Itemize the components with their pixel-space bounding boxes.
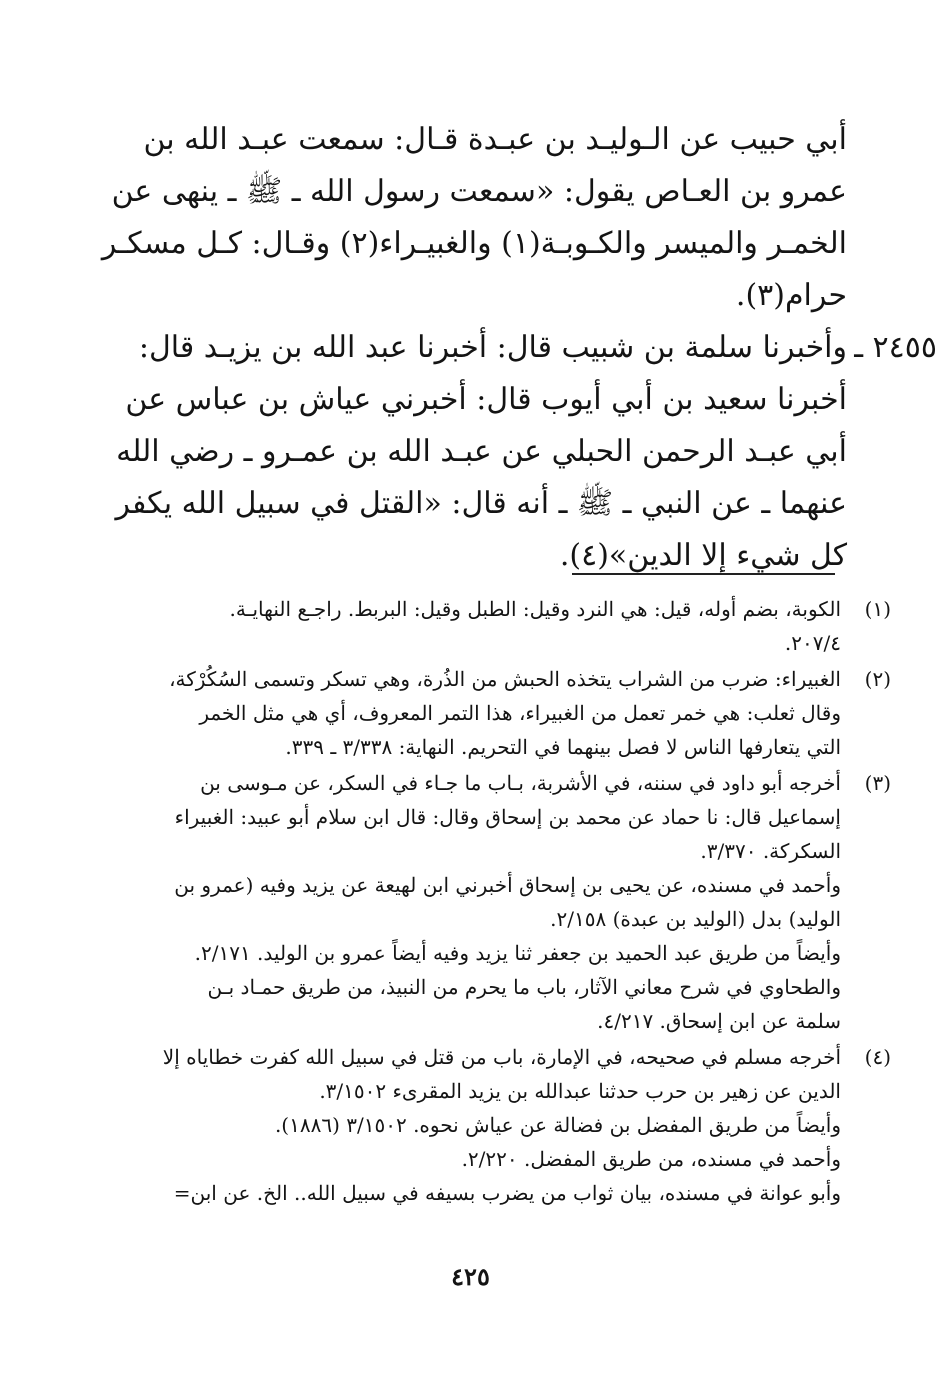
- footnote-4: [141, 1040, 891, 1210]
- footnote-line: وأيضاً من طريق عبد الحميد بن جعفر ثنا يزيد وفيه أيضاً عمرو بن الوليد. ٢/١٧١.: [194, 941, 841, 965]
- footnote-line: وأبو عوانة في مسنده، بيان ثواب من يضرب بسيفه في سبيل الله.. الخ. عن ابن=: [173, 1181, 841, 1205]
- footnote-separator: [572, 573, 835, 575]
- main-text-line: كل شيء إلا الدين»(٤).: [559, 538, 847, 573]
- footnote-line: أخرجه مسلم في صحيحه، في الإمارة، باب من قتل في سبيل الله كفرت خطاياه إلا: [162, 1045, 841, 1069]
- footnote-line: الكوبة، بضم أوله، قيل: هي النرد وقيل: الطبل وقيل: البربط. راجـع النهايـة.: [229, 597, 841, 621]
- footnote-line: إسماعيل قال: نا حماد عن محمد بن إسحاق وقال: قال ابن سلام أبو عبيد: الغبيراء: [174, 805, 841, 829]
- page-number: ٤٢٥: [451, 1262, 490, 1291]
- main-text-line: أبي حبيب عن الـوليـد بن عبـدة قـال: سمعت عبـد الله بن: [143, 122, 847, 157]
- main-text-line: أبي عبـد الرحمن الحبلي عن عبـد الله بن عمـرو ـ رضي الله: [116, 434, 847, 469]
- footnote-line: السكركة. ٣/٣٧٠.: [700, 839, 841, 863]
- hadith-number: ٢٤٥٥ ـ: [854, 330, 937, 365]
- hadith-2455: [115, 322, 937, 582]
- main-text-line: أخبرنا سعيد بن أبي أيوب قال: أخبرني عياش بن عباس عن: [125, 382, 847, 417]
- footnote-number: (٣): [864, 771, 891, 795]
- footnote-line: وقال ثعلب: هي خمر تعمل من الغبيراء، هذا التمر المعروف، أي هي مثل الخمر: [199, 701, 841, 725]
- main-text: [101, 114, 937, 582]
- footnote-line: وأحمد في مسنده، عن يحيى بن إسحاق أخبرني ابن لهيعة عن يزيد وفيه (عمرو بن: [174, 873, 841, 897]
- footnote-line: وأحمد في مسنده، من طريق المفضل. ٢/٢٢٠.: [461, 1147, 841, 1171]
- footnote-line: أخرجه أبو داود في سننه، في الأشربة، بـاب ما جـاء في السكر، عن مـوسى بن: [200, 771, 841, 795]
- footnote-1: [141, 592, 891, 660]
- footnote-2: [141, 662, 891, 764]
- footnote-3: [141, 766, 891, 1038]
- main-text-line: وأخبرنا سلمة بن شبيب قال: أخبرنا عبد الله بن يزيـد قال:: [138, 330, 847, 365]
- main-text-line: عمرو بن العـاص يقول: «سمعت رسول الله ـ ﷺ ـ ينهى عن: [111, 174, 847, 209]
- footnote-line: الوليد) بدل (الوليد بن عبدة) ٢/١٥٨.: [550, 907, 841, 931]
- footnote-number: (١): [864, 597, 891, 621]
- footnote-line: سلمة عن ابن إسحاق. ٤/٢١٧.: [597, 1009, 841, 1033]
- footnote-number: (٤): [864, 1045, 891, 1069]
- footnote-line: والطحاوي في شرح معاني الآثار، باب ما يحرم من النبيذ، من طريق حمـاد بـن: [207, 975, 841, 999]
- main-text-line: الخمـر والميسر والكـوبـة(١) والغبيـراء(٢) وقـال: كـل مسكـر: [101, 226, 847, 261]
- footnote-line: الدين عن زهير بن حرب حدثنا عبدالله بن يزيد المقرىء ٣/١٥٠٢.: [319, 1079, 841, 1103]
- footnote-line: وأيضاً من طريق المفضل بن فضالة عن عياش نحوه. ٣/١٥٠٢ (١٨٨٦).: [274, 1113, 841, 1137]
- footnote-line: التي يتعارفها الناس لا فصل بينهما في التحريم. النهاية: ٣/٣٣٨ ـ ٣٣٩.: [285, 735, 841, 759]
- footnote-line: الغبيراء: ضرب من الشراب يتخذه الحبش من الذُرة، وهي تسكر وتسمى السُكُرْكة،: [169, 667, 841, 691]
- footnote-line: ٢٠٧/٤.: [784, 631, 841, 655]
- footnotes: [141, 592, 891, 1212]
- main-text-line: عنهما ـ عن النبي ـ ﷺ ـ أنه قال: «القتل في سبيل الله يكفر: [115, 486, 847, 521]
- main-text-line: حرام(٣).: [735, 278, 847, 313]
- footnote-number: (٢): [864, 667, 891, 691]
